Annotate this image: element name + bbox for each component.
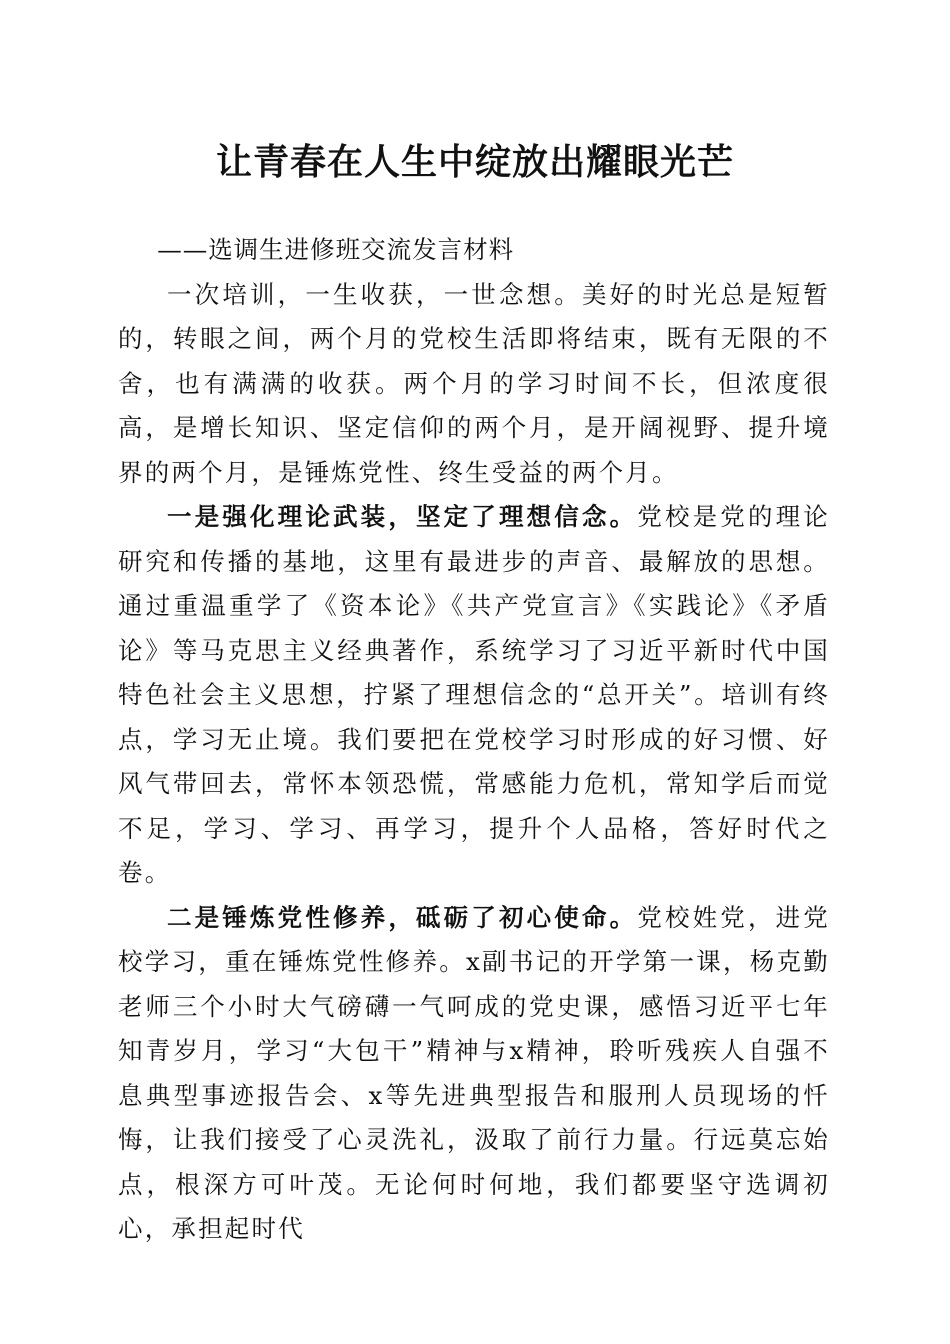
paragraph bbox=[118, 495, 830, 896]
document-title: 让青春在人生中绽放出耀眼光芒 bbox=[215, 141, 734, 183]
paragraph-lead: 二是锤炼党性修养，砥砺了初心使命。 bbox=[167, 902, 638, 932]
paragraph-text: 党校姓党，进党校学习，重在锤炼党性修养。x副书记的开学第一课，杨克勤老师三个小时大气磅礴一气呵成的党史课，感悟习近平七年知青岁月，学习“大包干”精神与x精神，聆听残疾人自强不息典型事迹报告会、x等先进典型报告和服刑人员现场的忏悔，让我们接受了心灵洗礼，汲取了前行力量。行远莫忘始点，根深方可叶茂。无论何时何地，我们都要坚守选调初心，承担起时代 bbox=[118, 902, 830, 1243]
document-subtitle: ——选调生进修班交流发言材料 bbox=[157, 235, 515, 264]
paragraph-text: 党校是党的理论研究和传播的基地，这里有最进步的声音、最解放的思想。通过重温重学了《资本论》《共产党宣言》《实践论》《矛盾论》等马克思主义经典著作，系统学习了习近平新时代中国特色社会主义思想，拧紧了理想信念的“总开关”。培训有终点，学习无止境。我们要把在党校学习时形成的好习惯、好风气带回去，常怀本领恐慌，常感能力危机，常知学后而觉不足，学习、学习、再学习，提升个人品格，答好时代之卷。 bbox=[118, 502, 830, 887]
document-body bbox=[118, 228, 830, 1252]
paragraph bbox=[118, 273, 830, 496]
paragraph bbox=[118, 896, 830, 1252]
paragraph-lead: 一是强化理论武装，坚定了理想信念。 bbox=[167, 502, 638, 531]
paragraph-text: 一次培训，一生收获，一世念想。美好的时光总是短暂的，转眼之间，两个月的党校生活即将结束，既有无限的不舍，也有满满的收获。两个月的学习时间不长，但浓度很高，是增长知识、坚定信仰的两个月，是开阔视野、提升境界的两个月，是锤炼党性、终生受益的两个月。 bbox=[118, 279, 830, 487]
